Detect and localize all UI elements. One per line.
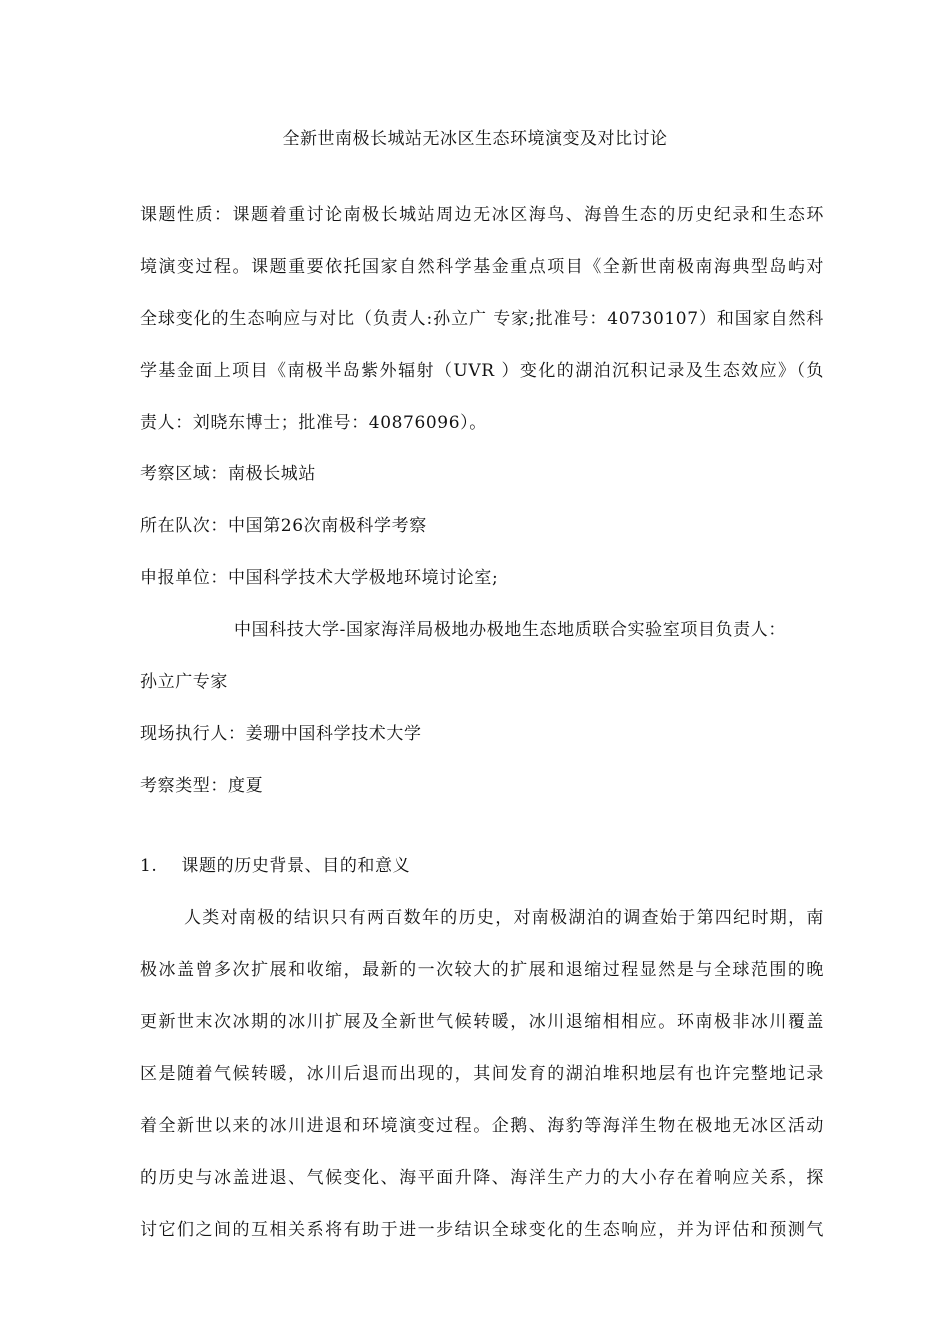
nature-line-1: 课题性质：课题着重讨论南极长城站周边无冰区海鸟、海兽生态的历史纪录和生态环 [140, 205, 824, 225]
section-1-heading: 1. 课题的历史背景、目的和意义 [140, 856, 411, 876]
section-1-line-5: 着全新世以来的冰川进退和环境演变过程。企鹅、海豹等海洋生物在极地无冰区活动 [140, 1116, 824, 1136]
section-1-line-4: 区是随着气候转暖，冰川后退而出现的，其间发育的湖泊堆积地层有也许完整地记录 [140, 1064, 824, 1084]
applicant-unit: 申报单位：中国科学技术大学极地环境讨论室; [140, 568, 499, 588]
section-1-line-7: 讨它们之间的互相关系将有助于进一步结识全球变化的生态响应，并为评估和预测气 [140, 1220, 824, 1240]
nature-line-3: 全球变化的生态响应与对比（负责人:孙立广 专家;批准号：40730107）和国家自然科 [140, 309, 824, 329]
project-leader: 孙立广专家 [140, 672, 228, 692]
nature-line-5: 责人：刘晓东博士；批准号：40876096）。 [140, 413, 487, 433]
section-1-line-6: 的历史与冰盖进退、气候变化、海平面升降、海洋生产力的大小存在着响应关系，探 [140, 1168, 824, 1188]
section-1-line-1: 人类对南极的结识只有两百数年的历史，对南极湖泊的调查始于第四纪时期，南 [184, 908, 824, 928]
section-1-line-3: 更新世末次冰期的冰川扩展及全新世气候转暖，冰川退缩相相应。环南极非冰川覆盖 [140, 1012, 824, 1032]
nature-line-4: 学基金面上项目《南极半岛紫外辐射（UVR ）变化的湖泊沉积记录及生态效应》（负 [140, 361, 824, 381]
joint-lab-line: 中国科技大学-国家海洋局极地办极地生态地质联合实验室项目负责人： [234, 620, 786, 640]
section-1-line-2: 极冰盖曾多次扩展和收缩，最新的一次较大的扩展和退缩过程显然是与全球范围的晚 [140, 960, 824, 980]
field-executor: 现场执行人：姜珊中国科学技术大学 [140, 724, 422, 744]
survey-area: 考察区域：南极长城站 [140, 464, 316, 484]
document-title: 全新世南极长城站无冰区生态环境演变及对比讨论 [282, 129, 668, 149]
nature-line-2: 境演变过程。课题重要依托国家自然科学基金重点项目《全新世南极南海典型岛屿对 [140, 257, 824, 277]
survey-type: 考察类型：度夏 [140, 776, 264, 796]
expedition-team: 所在队次：中国第26次南极科学考察 [140, 516, 427, 536]
